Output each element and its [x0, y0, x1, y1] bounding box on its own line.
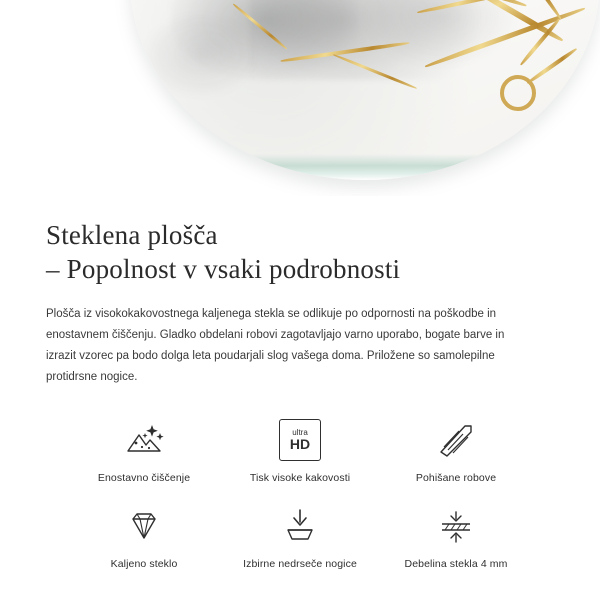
- gold-vein: [526, 47, 577, 85]
- feature-item: [222, 416, 378, 484]
- headline-line-1: Steklena plošča: [46, 220, 218, 250]
- feature-item: [222, 502, 378, 570]
- polished-edges-icon: [435, 416, 477, 464]
- content-section: [0, 218, 600, 570]
- feature-item: [66, 502, 222, 570]
- glass-thickness-icon: [435, 502, 477, 550]
- feature-item: [66, 416, 222, 484]
- description-paragraph: Plošča iz visokokakovostnega kaljenega stekla se odlikuje po odpornosti na poškodbe in enostavnem čiščenju. Gladko obdelani robovi zagotavljajo varno uporabo, bogate barve in izrazit vzorec pa bodo dolga leta poudarjali slog vašega doma. Priložene so samolepilne protidrsne nogice.: [46, 308, 505, 383]
- glass-plate-graphic: [130, 0, 600, 180]
- feature-label: Debelina stekla 4 mm: [404, 558, 508, 570]
- headline-line-2: – Popolnost v vsaki podrobnosti: [46, 254, 401, 284]
- description-text: [46, 304, 516, 388]
- feature-label: Pohišane robove: [415, 472, 497, 484]
- marble-ink-smudge: [140, 10, 260, 100]
- feature-grid: [46, 416, 554, 570]
- page-title: [46, 218, 554, 286]
- feature-label: Enostavno čiščenje: [97, 472, 191, 484]
- ultra-hd-print-icon: [279, 416, 321, 464]
- hero-image: [0, 0, 600, 196]
- tempered-glass-diamond-icon: [123, 502, 165, 550]
- feature-item: [378, 416, 534, 484]
- feature-label: Tisk visoke kakovosti: [249, 472, 351, 484]
- anti-slip-feet-icon: [279, 502, 321, 550]
- feature-label: Izbirne nedrseče nogice: [243, 558, 357, 570]
- feature-item: [378, 502, 534, 570]
- ultra-hd-badge-bottom: HD: [289, 436, 311, 452]
- easy-clean-icon: [122, 416, 166, 464]
- ultra-hd-badge-top: ultra: [292, 428, 308, 437]
- feature-label: Kaljeno steklo: [110, 558, 178, 570]
